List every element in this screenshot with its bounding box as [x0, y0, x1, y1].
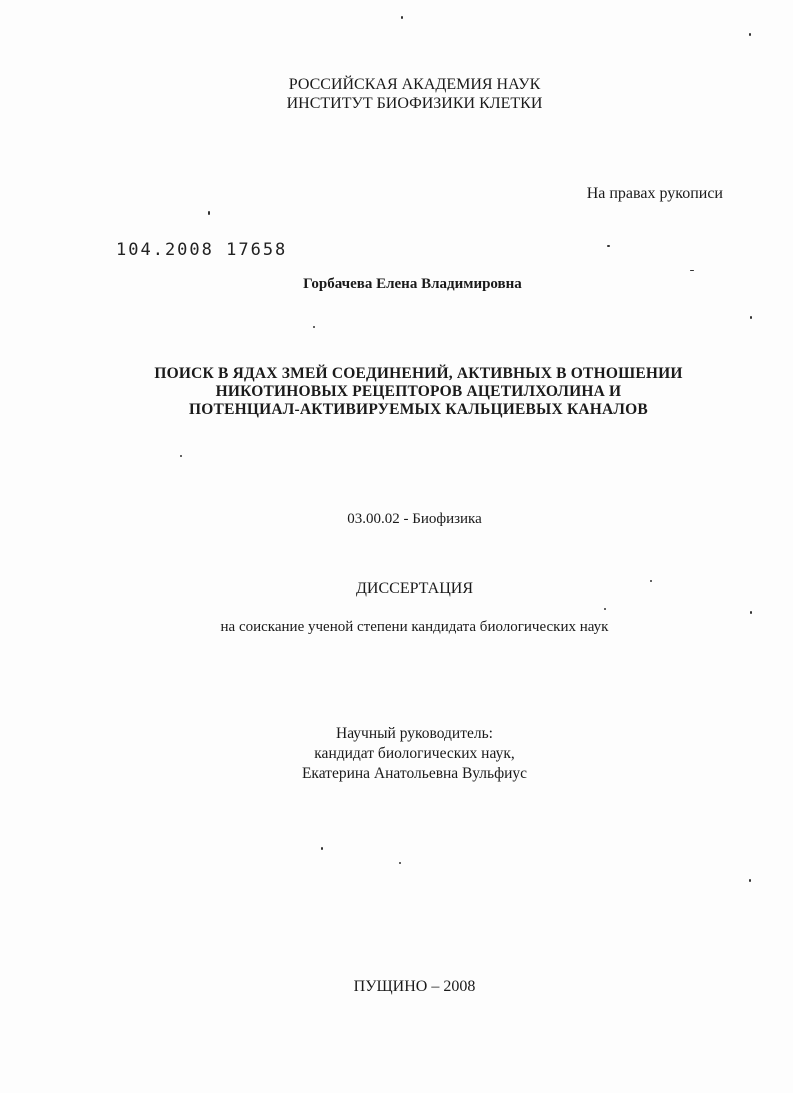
thesis-title-line-1: ПОИСК В ЯДАХ ЗМЕЙ СОЕДИНЕНИЙ, АКТИВНЫХ В ОТНОШЕНИИ: [154, 365, 683, 382]
scan-speck: [208, 211, 210, 215]
supervisor-degree: кандидат биологических наук,: [314, 745, 515, 762]
author-name: Горбачева Елена Владимировна: [303, 276, 522, 292]
thesis-title-line-3: ПОТЕНЦИАЛ-АКТИВИРУЕМЫХ КАЛЬЦИЕВЫХ КАНАЛОВ: [189, 401, 648, 418]
specialty-code: 03.00.02 - Биофизика: [347, 511, 482, 527]
scan-speck: [750, 316, 752, 319]
scan-speck: [749, 33, 751, 36]
scan-speck: [401, 16, 403, 19]
scan-speck: [650, 580, 652, 582]
scan-speck: [749, 879, 751, 882]
scan-speck: [321, 847, 323, 850]
supervisor-name: Екатерина Анатольевна Вульфиус: [301, 765, 528, 782]
place-and-year: ПУЩИНО – 2008: [353, 978, 476, 995]
scan-speck: [313, 326, 315, 328]
academy-name: РОССИЙСКАЯ АКАДЕМИЯ НАУК: [288, 76, 541, 93]
supervisor-heading: Научный руководитель:: [336, 725, 493, 742]
degree-statement: на соискание ученой степени кандидата биологических наук: [220, 619, 609, 635]
scan-speck: [690, 270, 694, 271]
scan-speck: [750, 611, 752, 614]
thesis-title-line-2: НИКОТИНОВЫХ РЕЦЕПТОРОВ АЦЕТИЛХОЛИНА И: [215, 383, 622, 400]
document-type: ДИССЕРТАЦИЯ: [356, 580, 473, 597]
scan-speck: [607, 245, 610, 247]
rights-note: На правах рукописи: [586, 185, 723, 202]
scan-speck: [399, 862, 401, 864]
institute-name: ИНСТИТУТ БИОФИЗИКИ КЛЕТКИ: [286, 95, 543, 112]
scan-speck: [180, 455, 182, 457]
registry-stamp: 104.2008 17658: [116, 240, 288, 260]
scan-speck: [604, 608, 606, 610]
